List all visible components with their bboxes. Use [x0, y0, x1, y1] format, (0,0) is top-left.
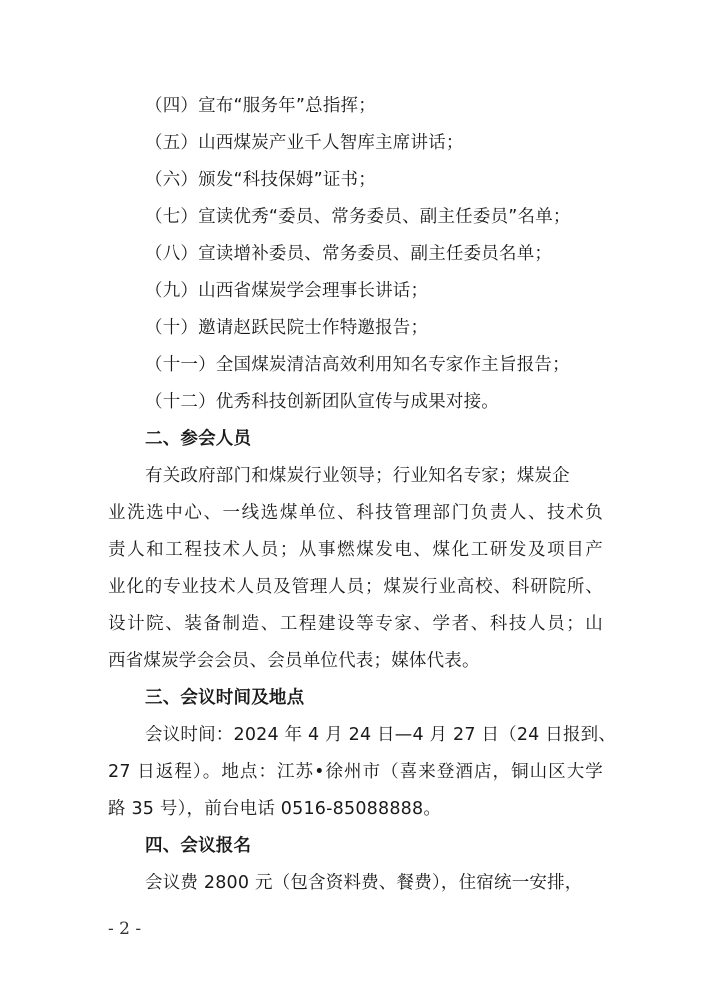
agenda-item-4: （四）宣布“服务年”总指挥；: [145, 96, 376, 116]
attendees-paragraph-line: 业化的专业技术人员及管理人员；煤炭行业高校、科研院所、: [108, 577, 603, 597]
attendees-paragraph-line: 有关政府部门和煤炭行业领导；行业知名专家；煤炭企: [145, 466, 570, 486]
section-heading-registration: 四、会议报名: [145, 836, 252, 856]
agenda-item-9: （九）山西省煤炭学会理事长讲话；: [145, 281, 429, 301]
registration-paragraph-line: 会议费 2800 元（包含资料费、餐费），住宿统一安排，: [145, 873, 583, 893]
time-location-paragraph-line: 27 日返程）。地点：江苏•徐州市（喜来登酒店，铜山区大学: [108, 762, 603, 782]
time-location-paragraph-line: 路 35 号），前台电话 0516-85088888。: [108, 799, 442, 819]
agenda-item-12: （十二）优秀科技创新团队宣传与成果对接。: [145, 392, 499, 412]
agenda-item-7: （七）宣读优秀“委员、常务委员、副主任委员”名单；: [145, 207, 571, 227]
attendees-paragraph-line: 西省煤炭学会会员、会员单位代表；媒体代表。: [108, 651, 480, 671]
agenda-item-8: （八）宣读增补委员、常务委员、副主任委员名单；: [145, 244, 553, 264]
section-heading-attendees: 二、参会人员: [145, 429, 252, 449]
agenda-item-10: （十）邀请赵跃民院士作特邀报告；: [145, 318, 429, 338]
agenda-item-5: （五）山西煤炭产业千人智库主席讲话；: [145, 133, 464, 153]
time-location-paragraph-line: 会议时间：2024 年 4 月 24 日—4 月 27 日（24 日报到、: [145, 725, 617, 745]
agenda-item-11: （十一）全国煤炭清洁高效利用知名专家作主旨报告；: [145, 355, 570, 375]
section-heading-time-location: 三、会议时间及地点: [145, 688, 305, 708]
attendees-paragraph-line: 业洗选中心、一线选煤单位、科技管理部门负责人、技术负: [108, 503, 603, 523]
agenda-item-6: （六）颁发“科技保姆”证书；: [145, 170, 376, 190]
attendees-paragraph-line: 设计院、装备制造、工程建设等专家、学者、科技人员；山: [108, 614, 603, 634]
page-number: - 2 -: [108, 919, 142, 939]
attendees-paragraph-line: 责人和工程技术人员；从事燃煤发电、煤化工研发及项目产: [108, 540, 603, 560]
